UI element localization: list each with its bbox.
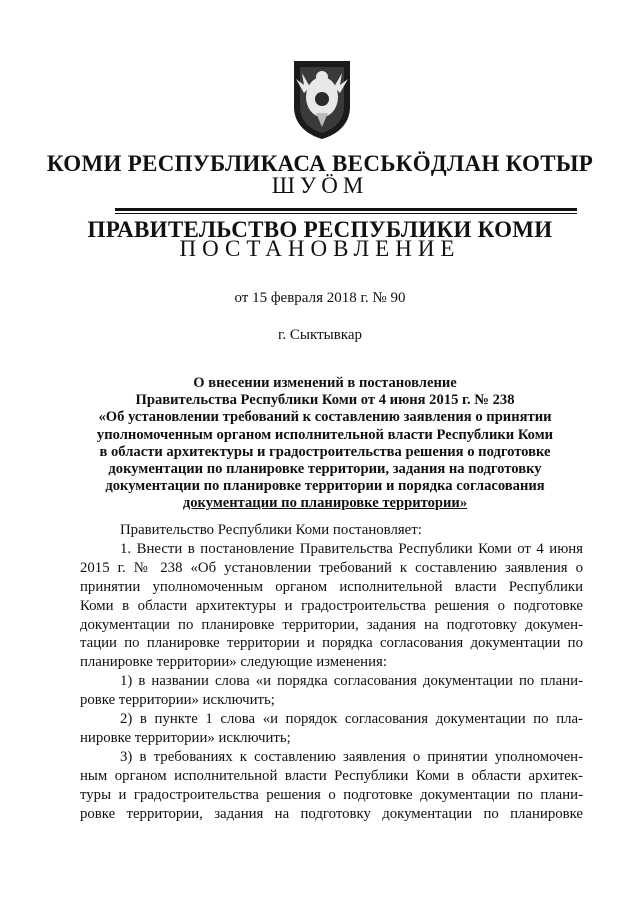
body-line: Правительство Республики Коми постановляет: xyxy=(120,522,422,538)
body-line: нировке территории» исключить; xyxy=(80,729,291,746)
body-line: 1. Внести в постановление Правительства Республики Коми от 4 июня xyxy=(120,540,583,557)
body-line: 2015 г. № 238 «Об установлении требований к составлению заявления о xyxy=(80,559,583,576)
resolution-body xyxy=(80,521,583,824)
header-rule-thin xyxy=(115,213,577,214)
title-line: Правительства Республики Коми от 4 июня 2015 г. № 238 xyxy=(135,392,515,409)
body-line: ным органом исполнительной власти Республики Коми в области архитек- xyxy=(80,767,583,784)
resolution-title xyxy=(80,375,570,513)
header-rule-thick xyxy=(115,208,577,211)
title-line: уполномоченным органом исполнительной власти Республики Коми xyxy=(96,426,554,443)
title-line: О внесении изменений в постановление xyxy=(193,375,457,391)
body-line: принятии уполномоченным органом исполнительной власти Республики xyxy=(80,578,583,595)
title-line: документации по планировке территории» xyxy=(182,495,468,512)
title-line: «Об установлении требований к составлению заявления о принятии xyxy=(98,409,552,426)
title-line: документации по планировке территории и порядка согласования xyxy=(105,478,545,495)
body-line: Коми в области архитектуры и градостроительства решения о подготовке xyxy=(80,597,583,614)
komi-org-name: КОМИ РЕСПУБЛИКАСА ВЕСЬКӦДЛАН КОТЫР xyxy=(46,151,594,176)
body-line: 3) в требованиях к составлению заявления о принятии уполномочен- xyxy=(120,748,583,765)
body-line: 2) в пункте 1 слова «и порядок согласования документации по пла- xyxy=(120,711,583,728)
body-line: планировке территории» следующие изменения: xyxy=(80,654,387,671)
body-line: тации по планировке территории и порядка согласования документации по xyxy=(80,635,583,652)
body-line: документации по планировке территории, задания на подготовку докумен- xyxy=(80,616,583,633)
date-number: от 15 февраля 2018 г. № 90 xyxy=(234,290,406,306)
gov-org-name: ПРАВИТЕЛЬСТВО РЕСПУБЛИКИ КОМИ xyxy=(87,217,553,242)
body-line: ровке территории» исключить; xyxy=(80,692,275,709)
body-line: 1) в названии слова «и порядка согласования документации по плани- xyxy=(120,673,583,690)
title-line: в области архитектуры и градостроительства решения о подготовке xyxy=(99,443,551,460)
body-line: ровке территории, задания на подготовку документации по планировке xyxy=(80,805,583,822)
body-line: туры и градостроительства решения о подготовке документации по плани- xyxy=(80,786,583,803)
title-line: документации по планировке территории, задания на подготовку xyxy=(108,461,542,478)
komi-doc-type: ШУӦМ xyxy=(271,173,369,198)
doc-type: ПОСТАНОВЛЕНИЕ xyxy=(179,236,461,261)
city: г. Сыктывкар xyxy=(277,327,363,343)
komi-coat-of-arms-icon xyxy=(290,57,354,141)
